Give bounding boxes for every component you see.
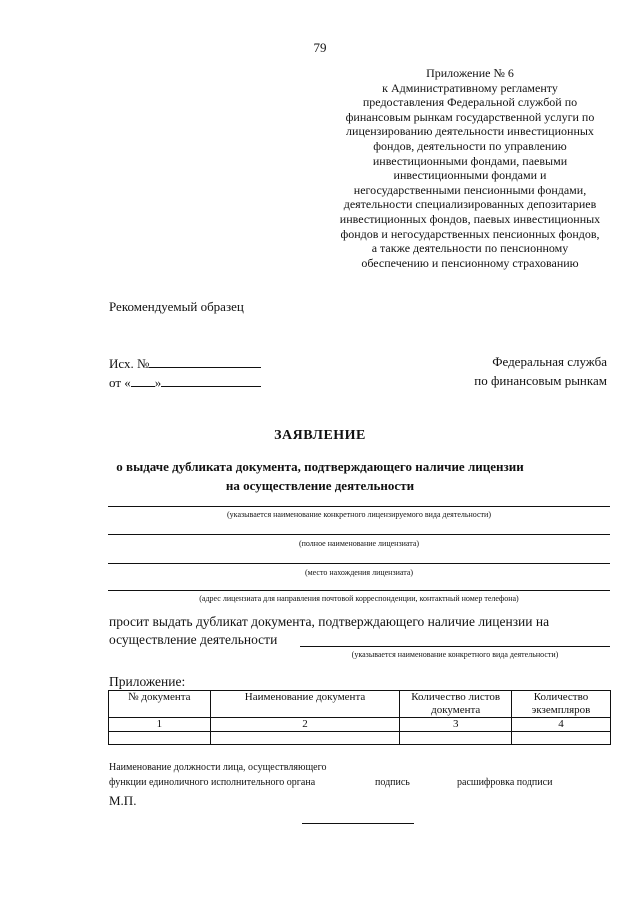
- table-row: [109, 732, 611, 745]
- table-number-cell: 1: [109, 718, 211, 732]
- table-number-cell: 3: [400, 718, 512, 732]
- signatory-position-line2: функции единоличного исполнительного органа: [109, 777, 316, 788]
- recipient-block: [474, 352, 607, 390]
- table-header-cell: № документа: [109, 691, 211, 718]
- request-text-line2: осуществление деятельности: [109, 632, 278, 647]
- outgoing-number-field[interactable]: [149, 355, 261, 368]
- page-number: 79: [313, 40, 327, 55]
- outgoing-date-row: [109, 374, 261, 391]
- signatory-position-line1: Наименование должности лица, осуществляющего: [109, 762, 327, 773]
- table-cell[interactable]: [400, 732, 512, 745]
- recipient-line: Федеральная служба: [492, 354, 607, 369]
- footer-divider: [302, 823, 414, 824]
- document-title: ЗАЯВЛЕНИЕ: [274, 428, 366, 443]
- table-header-cell: Наименование документа: [210, 691, 400, 718]
- table-number-cell: 2: [210, 718, 400, 732]
- appendix-header-line: к Административному регламенту: [382, 80, 558, 95]
- table-header-cell: Количество экземпляров: [511, 691, 610, 718]
- appendix-header-line: негосударственными пенсионными фондами,: [353, 182, 587, 197]
- appendix-header: [300, 66, 640, 270]
- appendix-header-line: инвестиционными фондами, паевыми: [372, 153, 568, 168]
- appendix-header-line: фондов, деятельности по управлению: [373, 138, 567, 153]
- licensee-name-field[interactable]: [108, 534, 610, 535]
- outgoing-date-field[interactable]: [161, 374, 261, 387]
- appendix-header-line: обеспечению и пенсионному страхованию: [361, 255, 579, 270]
- request-text-line1: просит выдать дубликат документа, подтверждающего наличие лицензии на: [109, 614, 550, 629]
- appendix-header-line: Приложение № 6: [426, 66, 514, 80]
- outgoing-date-mid: »: [154, 375, 162, 390]
- request-activity-caption: (указывается наименование конкретного вида деятельности): [351, 650, 559, 659]
- table-cell[interactable]: [109, 732, 211, 745]
- licensee-location-caption: (место нахождения лицензиата): [304, 568, 414, 577]
- appendix-header-line: предоставления Федеральной службой по: [362, 95, 578, 110]
- appendix-header-line: инвестиционными фондами и: [393, 168, 547, 183]
- subtitle-line: на осуществление деятельности: [225, 478, 415, 493]
- recipient-line: по финансовым рынкам: [474, 373, 607, 388]
- table-cell[interactable]: [511, 732, 610, 745]
- appendix-header-line: деятельности специализированных депозитариев: [343, 197, 597, 212]
- subtitle-line: о выдаче дубликата документа, подтверждающего наличие лицензии: [116, 459, 524, 474]
- activity-type-caption: (указывается наименование конкретного лицензируемого вида деятельности): [227, 510, 491, 519]
- request-activity-field[interactable]: [300, 646, 610, 647]
- signature-decode-label: расшифровка подписи: [457, 777, 553, 788]
- table-header-cell: Количество листов документа: [400, 691, 512, 718]
- appendix-header-line: финансовым рынкам государственной услуги по: [345, 109, 595, 124]
- sample-label: Рекомендуемый образец: [109, 299, 244, 314]
- outgoing-day-field[interactable]: [131, 374, 155, 387]
- signature-label: подпись: [375, 777, 410, 788]
- licensee-name-caption: (полное наименование лицензиата): [298, 539, 420, 548]
- stamp-label: М.П.: [109, 793, 137, 808]
- appendix-header-line: а также деятельности по пенсионному: [371, 241, 569, 256]
- activity-type-field[interactable]: [108, 506, 610, 507]
- table-cell[interactable]: [210, 732, 400, 745]
- appendix-header-line: инвестиционных фондов, паевых инвестиционных: [339, 211, 601, 226]
- outgoing-number-label: Исх. №: [109, 356, 150, 371]
- attachment-label: Приложение:: [109, 674, 186, 689]
- appendix-header-line: фондов и негосударственных пенсионных фондов,: [340, 226, 600, 241]
- table-header-row: [109, 691, 611, 718]
- outgoing-number-row: [109, 355, 261, 372]
- licensee-address-caption: (адрес лицензиата для направления почтовой корреспонденции, контактный номер телефона): [199, 594, 519, 603]
- document-subtitle: [0, 457, 640, 495]
- outgoing-date-prefix: от «: [109, 375, 131, 390]
- licensee-address-field[interactable]: [108, 590, 610, 591]
- attachment-table: [108, 690, 611, 745]
- licensee-location-field[interactable]: [108, 563, 610, 564]
- appendix-header-line: лицензированию деятельности инвестиционных: [346, 124, 594, 139]
- table-number-row: [109, 718, 611, 732]
- table-number-cell: 4: [511, 718, 610, 732]
